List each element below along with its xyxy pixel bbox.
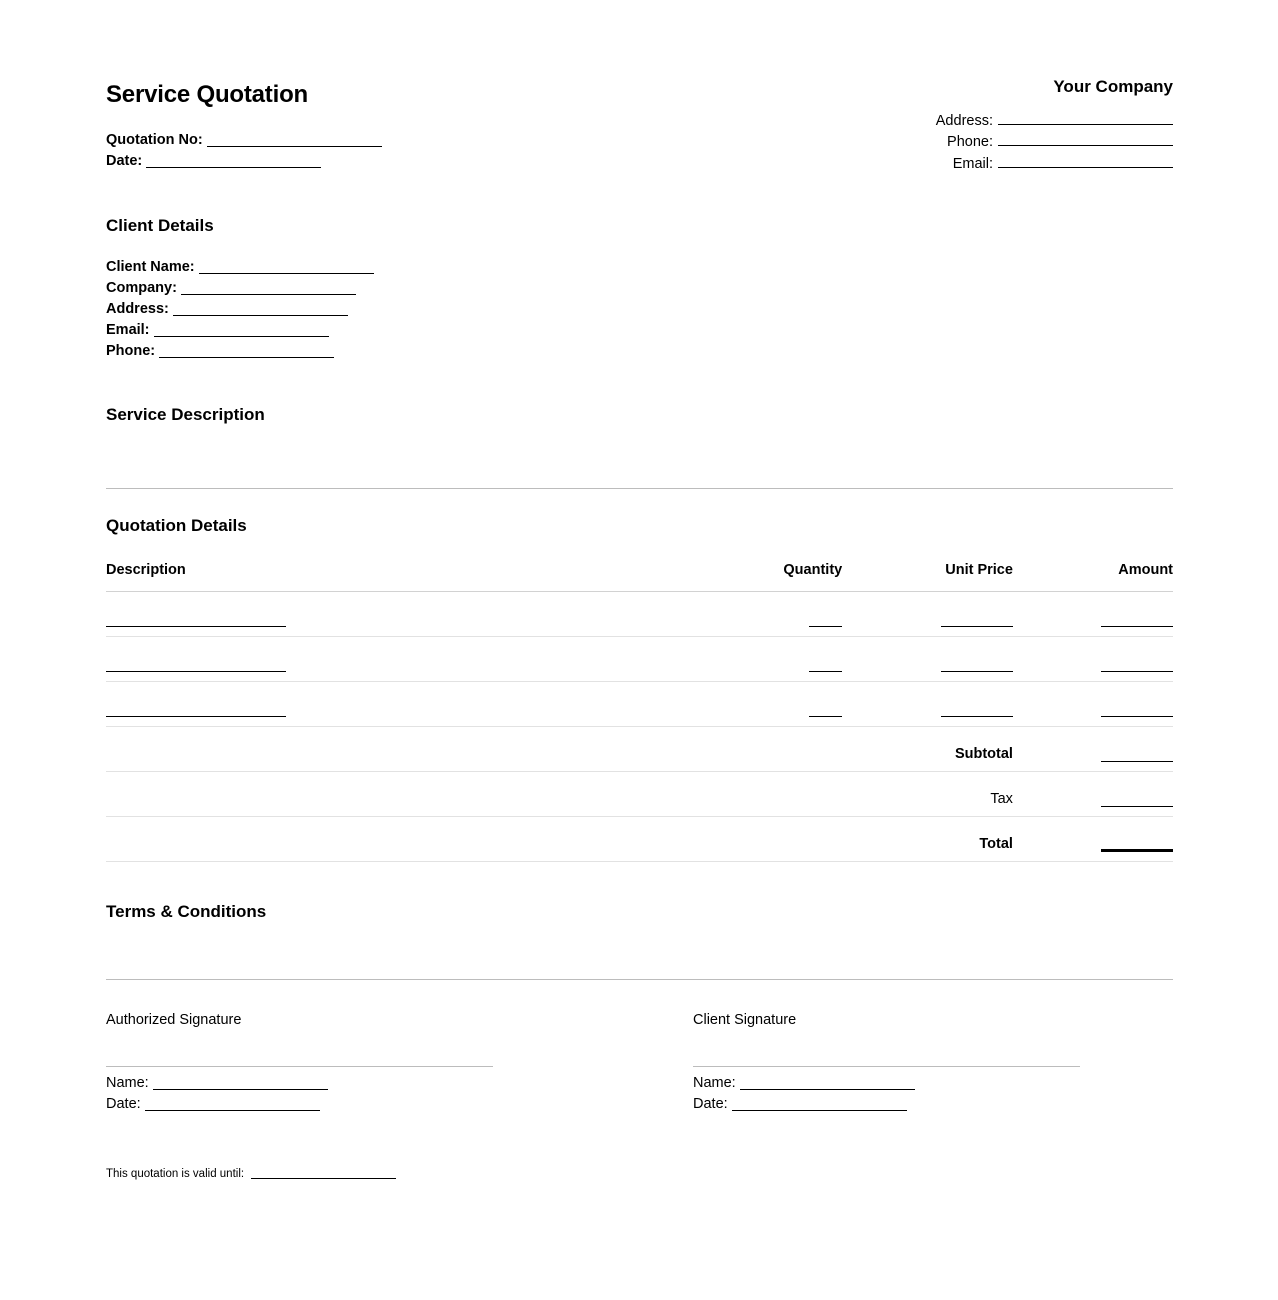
total-label: Total (842, 816, 1013, 861)
company-email-label: Email: (952, 155, 993, 172)
tax-input[interactable] (1101, 805, 1173, 807)
client-signature-name-label: Name: (693, 1074, 736, 1091)
company-address-input[interactable] (998, 112, 1173, 125)
column-header-description: Description (106, 562, 704, 592)
client-name-field[interactable] (693, 1073, 1080, 1094)
cell-description[interactable] (106, 681, 704, 726)
subtotal-value[interactable] (1013, 726, 1173, 771)
client-signature-date-input[interactable] (732, 1098, 907, 1111)
client-fields (106, 257, 1173, 362)
client-signature-line (693, 1066, 1080, 1067)
client-phone-input[interactable] (159, 344, 334, 358)
terms-conditions-input[interactable] (106, 921, 1173, 979)
client-phone-label: Phone: (106, 342, 156, 359)
client-date-field[interactable] (693, 1094, 1080, 1115)
client-company-label: Company: (106, 279, 177, 296)
spacer-cell (106, 816, 704, 861)
description-input[interactable] (106, 715, 286, 717)
cell-unit-price[interactable] (842, 681, 1013, 726)
cell-unit-price[interactable] (842, 591, 1013, 636)
spacer-cell (106, 726, 704, 771)
cell-amount[interactable] (1013, 681, 1173, 726)
column-header-amount: Amount (1013, 562, 1173, 592)
company-phone-label: Phone: (947, 134, 993, 151)
subtotal-input[interactable] (1101, 760, 1173, 762)
cell-amount[interactable] (1013, 591, 1173, 636)
service-description-divider (106, 488, 1173, 489)
quotation-meta-block (106, 72, 382, 172)
client-details-section (106, 216, 1173, 362)
client-signature-caption: Client Signature (693, 1012, 797, 1029)
cell-unit-price[interactable] (842, 636, 1013, 681)
total-value[interactable] (1013, 816, 1173, 861)
tax-row (106, 771, 1173, 816)
company-address-field[interactable] (936, 111, 1173, 133)
service-description-section (106, 405, 1173, 490)
subtotal-label: Subtotal (842, 726, 1013, 771)
terms-conditions-section (106, 902, 1173, 981)
spacer-cell (704, 771, 843, 816)
authorized-date-input[interactable] (145, 1098, 320, 1111)
cell-quantity[interactable] (704, 591, 843, 636)
authorized-date-field[interactable] (106, 1094, 493, 1115)
authorized-signature-block (106, 1012, 493, 1114)
validity-date-input[interactable] (251, 1168, 396, 1179)
total-input[interactable] (1101, 848, 1173, 852)
page-content (106, 72, 1173, 1182)
company-email-field[interactable] (936, 154, 1173, 176)
spacer-cell (704, 726, 843, 771)
client-company-field[interactable] (106, 278, 1173, 299)
cell-quantity[interactable] (704, 636, 843, 681)
authorized-name-label: Name: (106, 1074, 149, 1091)
client-signature-name-input[interactable] (740, 1077, 915, 1090)
document-header (106, 72, 1173, 175)
quantity-input[interactable] (809, 715, 842, 717)
client-address-input[interactable] (173, 302, 348, 316)
validity-footer[interactable] (106, 1167, 1173, 1182)
total-row (106, 816, 1173, 861)
description-input[interactable] (106, 625, 286, 627)
client-address-label: Address: (106, 300, 169, 317)
client-name-field[interactable] (106, 257, 1173, 278)
terms-conditions-heading: Terms & Conditions (106, 901, 267, 921)
quotation-details-section (106, 516, 1173, 862)
client-signature-block (693, 1012, 1080, 1114)
table-row (106, 591, 1173, 636)
authorized-date-label: Date: (106, 1095, 141, 1112)
quantity-input[interactable] (809, 670, 842, 672)
quotation-date-field[interactable] (106, 151, 382, 172)
quotation-details-heading: Quotation Details (106, 516, 247, 536)
client-email-label: Email: (106, 321, 150, 338)
column-header-quantity: Quantity (704, 562, 843, 592)
client-address-field[interactable] (106, 299, 1173, 320)
tax-label: Tax (842, 771, 1013, 816)
terms-conditions-divider (106, 979, 1173, 980)
client-name-label: Client Name: (106, 258, 195, 275)
quotation-table (106, 562, 1173, 862)
company-block (936, 72, 1173, 175)
authorized-name-field[interactable] (106, 1073, 493, 1094)
spacer-cell (704, 816, 843, 861)
client-details-heading: Client Details (106, 216, 214, 236)
client-signature-area[interactable] (693, 1030, 1080, 1066)
unit-price-input[interactable] (941, 715, 1013, 717)
service-description-heading: Service Description (106, 404, 265, 424)
company-address-label: Address: (935, 112, 993, 129)
page-title: Service Quotation (106, 81, 308, 108)
client-email-input[interactable] (154, 323, 329, 337)
column-header-unit-price: Unit Price (842, 562, 1013, 592)
quotation-date-label: Date: (106, 153, 143, 170)
client-phone-field[interactable] (106, 341, 1173, 362)
authorized-signature-line (106, 1066, 493, 1067)
quotation-number-field[interactable] (106, 130, 382, 151)
quantity-input[interactable] (809, 625, 842, 627)
client-email-field[interactable] (106, 320, 1173, 341)
company-name: Your Company (1053, 77, 1173, 96)
authorized-signature-area[interactable] (106, 1030, 493, 1066)
unit-price-input[interactable] (941, 670, 1013, 672)
cell-description[interactable] (106, 591, 704, 636)
company-phone-field[interactable] (936, 132, 1173, 154)
amount-input[interactable] (1101, 625, 1173, 627)
quotation-number-label: Quotation No: (106, 132, 203, 149)
client-signature-date-label: Date: (693, 1095, 728, 1112)
amount-input[interactable] (1101, 670, 1173, 672)
description-input[interactable] (106, 670, 286, 672)
cell-description[interactable] (106, 636, 704, 681)
company-phone-input[interactable] (998, 133, 1173, 146)
validity-label: This quotation is valid until: (106, 1167, 245, 1180)
client-name-input[interactable] (199, 260, 374, 274)
amount-input[interactable] (1101, 715, 1173, 717)
spacer-cell (106, 771, 704, 816)
unit-price-input[interactable] (941, 625, 1013, 627)
signatures-section (106, 1012, 1173, 1114)
quotation-number-input[interactable] (207, 133, 382, 147)
authorized-signature-caption: Authorized Signature (106, 1012, 242, 1029)
tax-value[interactable] (1013, 771, 1173, 816)
table-row (106, 636, 1173, 681)
quotation-date-input[interactable] (146, 154, 321, 168)
company-email-input[interactable] (998, 155, 1173, 168)
service-description-input[interactable] (106, 424, 1173, 488)
table-row (106, 681, 1173, 726)
subtotal-row (106, 726, 1173, 771)
authorized-name-input[interactable] (153, 1077, 328, 1090)
cell-amount[interactable] (1013, 636, 1173, 681)
table-header-row (106, 562, 1173, 592)
cell-quantity[interactable] (704, 681, 843, 726)
client-company-input[interactable] (181, 281, 356, 295)
